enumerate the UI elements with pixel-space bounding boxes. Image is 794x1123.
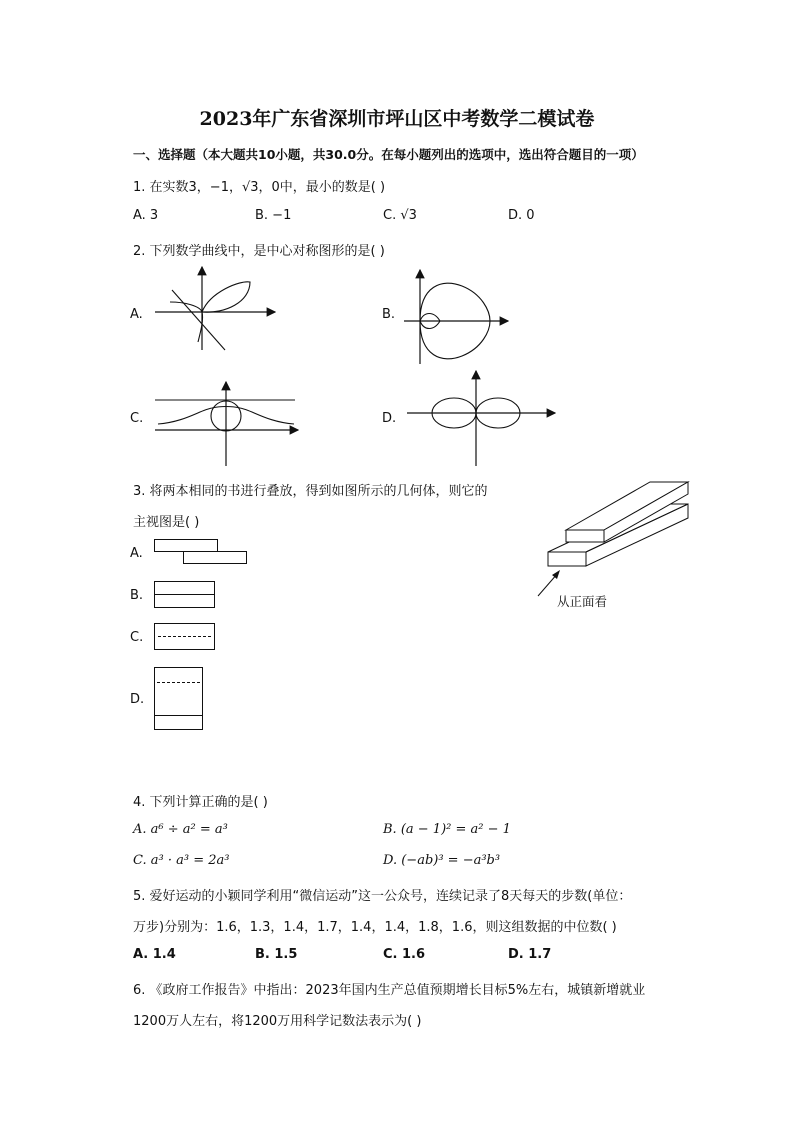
q1-option-d[interactable]: D. 0 <box>508 208 535 223</box>
q6-stem-line1: 6. 《政府工作报告》中指出：2023年国内生产总值预期增长目标5%左右，城镇新增就业 <box>133 983 646 998</box>
q3-stacked-books-figure <box>530 478 695 608</box>
q1-stem: 1. 在实数3，−1，√3，0中，最小的数是( ) <box>133 180 386 195</box>
section-heading: 一、选择题（本大题共10小题，共30.0分。在每小题列出的选项中，选出符合题目的一项） <box>133 147 644 162</box>
q2-option-a[interactable]: A. <box>130 307 143 322</box>
q3-option-d[interactable]: D. <box>130 692 145 707</box>
q2-figure-a <box>150 262 280 352</box>
q5-option-c[interactable]: C. 1.6 <box>383 947 426 962</box>
q4-option-c[interactable]: C. a³ · a³ = 2a³ <box>133 853 230 868</box>
q2-option-c[interactable]: C. <box>130 411 144 426</box>
q2-figure-b <box>402 266 512 366</box>
q3-option-c[interactable]: C. <box>130 630 144 645</box>
q5-option-b[interactable]: B. 1.5 <box>255 947 298 962</box>
q4-stem: 4. 下列计算正确的是( ) <box>133 795 268 810</box>
q4-option-b[interactable]: B. (a − 1)² = a² − 1 <box>383 822 511 837</box>
q5-option-d[interactable]: D. 1.7 <box>508 947 552 962</box>
q3-figure-d <box>154 667 204 731</box>
page-title: 2023年广东省深圳市坪山区中考数学二模试卷 <box>199 108 595 130</box>
q2-figure-d <box>405 368 560 468</box>
q4-option-a[interactable]: A. a⁶ ÷ a² = a³ <box>133 822 228 837</box>
q3-view-label: 从正面看 <box>557 594 608 609</box>
q5-stem-line2: 万步)分别为：1.6，1.3，1.4，1.7，1.4，1.4，1.8，1.6，则这组数据的中位数( ) <box>133 920 617 935</box>
q3-option-b[interactable]: B. <box>130 588 144 603</box>
q6-stem-line2: 1200万人左右，将1200万用科学记数法表示为( ) <box>133 1014 422 1029</box>
q2-option-b[interactable]: B. <box>382 307 396 322</box>
q5-stem-line1: 5. 爱好运动的小颖同学利用“微信运动”这一公众号，连续记录了8天每天的步数(单位： <box>133 889 632 904</box>
q2-option-d[interactable]: D. <box>382 411 397 426</box>
q3-figure-a <box>154 539 249 569</box>
q3-stem-line2: 主视图是( ) <box>133 515 200 530</box>
q5-option-a[interactable]: A. 1.4 <box>133 947 176 962</box>
q3-option-a[interactable]: A. <box>130 546 143 561</box>
q3-figure-b <box>154 581 216 609</box>
q2-figure-c <box>150 378 300 468</box>
q3-figure-c <box>154 623 216 651</box>
q1-option-c[interactable]: C. √3 <box>383 208 417 223</box>
q2-stem: 2. 下列数学曲线中，是中心对称图形的是( ) <box>133 244 385 259</box>
q1-option-a[interactable]: A. 3 <box>133 208 159 223</box>
q1-option-b[interactable]: B. −1 <box>255 208 292 223</box>
q4-option-d[interactable]: D. (−ab)³ = −a³b³ <box>383 853 501 868</box>
q3-stem-line1: 3. 将两本相同的书进行叠放，得到如图所示的几何体，则它的 <box>133 484 488 499</box>
